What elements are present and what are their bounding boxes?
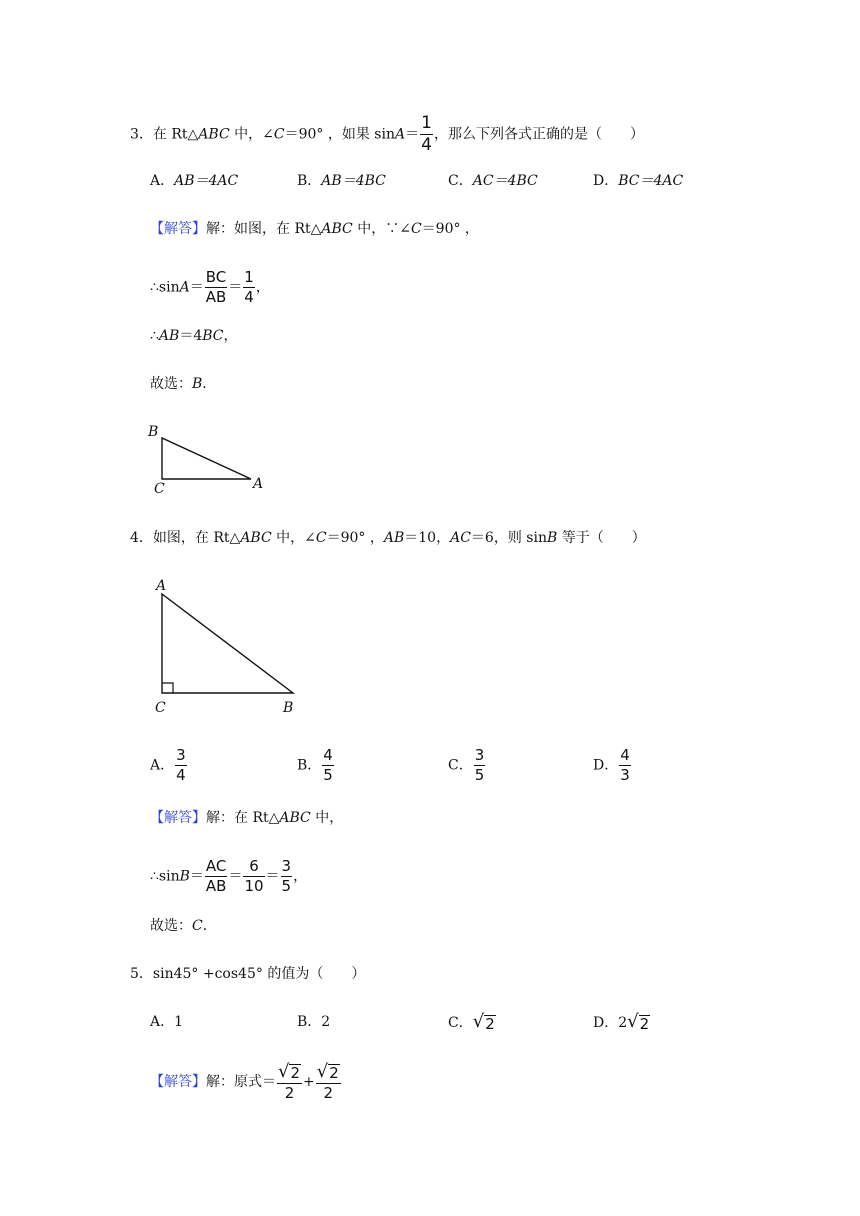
q3-cond: ＝90° ，如果 sin	[284, 126, 395, 143]
vertex-label-b: B	[148, 424, 159, 440]
answer-b: B	[179, 868, 190, 885]
frac-num: 1	[244, 268, 254, 286]
option-label: D．	[593, 1015, 619, 1031]
answer-tag: 【解答】	[150, 1074, 206, 1090]
answer-text: ，	[255, 279, 270, 296]
frac-num: AC	[205, 857, 227, 875]
q4-text: 中，∠	[271, 530, 316, 546]
option-text: AB＝4AC	[174, 173, 239, 189]
answer-eq: ＝	[228, 868, 243, 885]
option-label: C．	[448, 757, 473, 774]
q4-text: ＝90° ，	[326, 530, 384, 546]
q3-text-mid: 中，∠	[229, 126, 274, 143]
radicand: 2	[290, 1063, 301, 1082]
q3-frac-den: 4	[421, 135, 432, 155]
q4-answer-line1	[150, 808, 343, 828]
sqrt-expression: √ 2	[472, 1011, 495, 1033]
q4-number: 4．	[130, 530, 153, 546]
q4-ab: AB	[383, 530, 405, 546]
frac-num: 3	[474, 746, 485, 764]
answer-bc: BC	[202, 328, 224, 344]
answer-fraction	[243, 270, 255, 305]
q4-option-b	[297, 748, 335, 783]
answer-text: 故选：	[150, 918, 192, 934]
option-label: A．	[150, 757, 175, 774]
q3-triangle-figure	[140, 418, 280, 498]
answer-c: C	[410, 221, 422, 237]
answer-text: ＝4	[179, 328, 203, 344]
vertex-label-a: A	[156, 578, 167, 594]
q4-stem	[130, 528, 646, 548]
q5-stem	[130, 964, 365, 984]
answer-eq: ＝	[189, 279, 204, 296]
answer-text: ，	[223, 328, 238, 344]
q3-option-b	[297, 171, 386, 191]
option-fraction	[619, 748, 631, 783]
q3-frac-num: 1	[421, 113, 432, 133]
triangle-shape	[162, 438, 251, 479]
answer-tag: 【解答】	[150, 221, 206, 237]
frac-den: 2	[323, 1084, 334, 1102]
answer-choice: C	[192, 918, 203, 934]
plus-sign: +	[303, 1074, 315, 1090]
frac-num: BC	[205, 268, 227, 286]
answer-text: 中，	[310, 810, 344, 826]
frac-num: 4	[323, 746, 333, 764]
answer-text: ，	[293, 868, 308, 885]
answer-choice: B	[192, 376, 203, 392]
frac-num: 3	[281, 857, 292, 875]
answer-text: 解：如图，在 Rt△	[206, 221, 322, 237]
answer-abc: ABC	[321, 221, 353, 237]
answer-text: ∴	[150, 328, 159, 344]
frac-num: 4	[620, 746, 630, 764]
q4-text: ＝10，	[404, 530, 451, 546]
answer-fraction	[243, 859, 264, 894]
option-fraction	[474, 748, 486, 783]
q4-text: 等于（ ）	[557, 530, 646, 546]
option-label: A．	[150, 1014, 175, 1030]
q4-option-c	[448, 748, 486, 783]
frac-num: 6	[249, 857, 259, 875]
right-angle-marker	[162, 683, 173, 693]
frac-den: 3	[620, 766, 630, 784]
sqrt-expression: √ 2	[316, 1061, 339, 1082]
frac-den: 5	[474, 766, 485, 784]
q3-option-d	[593, 171, 683, 191]
option-text: BC＝4AC	[618, 173, 684, 189]
option-label: A．	[150, 173, 175, 189]
sqrt-expression: √ 2	[627, 1011, 650, 1033]
q3-answer-line4	[150, 374, 216, 394]
frac-den: 5	[323, 766, 333, 784]
answer-text: ∴sin	[150, 868, 180, 885]
answer-text: ＝90° ，	[421, 221, 479, 237]
q3-stem	[130, 115, 644, 154]
option-fraction	[175, 748, 187, 783]
radicand: 2	[485, 1014, 495, 1033]
answer-fraction	[205, 270, 228, 305]
q4-c: C	[315, 530, 327, 546]
answer-a: A	[179, 279, 190, 296]
option-text: 1	[174, 1014, 184, 1030]
answer-text: ．	[202, 918, 217, 934]
frac-den: AB	[205, 877, 227, 895]
q4-abc: ABC	[240, 530, 272, 546]
answer-eq: ＝	[189, 868, 204, 885]
radicand: 2	[329, 1063, 339, 1082]
answer-ab: AB	[158, 328, 180, 344]
frac-den: 4	[244, 288, 254, 306]
q3-answer-line3	[150, 326, 238, 346]
option-text: AB＝4BC	[321, 173, 386, 189]
q3-fraction	[420, 115, 433, 154]
vertex-label-c: C	[155, 700, 166, 716]
answer-text: 解：在 Rt△	[206, 810, 280, 826]
option-label: C．	[448, 1015, 473, 1031]
q3-answer-line1	[150, 219, 479, 239]
q4-triangle-figure	[145, 570, 315, 720]
frac-den: 2	[284, 1084, 295, 1102]
q5-answer-line1	[150, 1063, 342, 1101]
option-text: 2	[321, 1014, 331, 1030]
answer-eq: ＝	[228, 279, 243, 296]
q5-option-c	[448, 1012, 496, 1033]
q5-number: 5．	[130, 966, 153, 982]
coefficient: 2	[618, 1015, 628, 1031]
answer-text: ．	[202, 376, 217, 392]
frac-den: 5	[281, 877, 292, 895]
q5-text: sin45° +cos45° 的值为（ ）	[152, 966, 366, 982]
q4-text: ＝6，则 sin	[470, 530, 547, 546]
q5-option-d	[593, 1012, 650, 1033]
sqrt-expression: √ 2	[278, 1061, 301, 1082]
q3-text: 在 Rt△	[152, 126, 199, 143]
q3-post: ，那么下列各式正确的是（ ）	[433, 126, 644, 143]
radicand: 2	[639, 1014, 650, 1033]
answer-text: ∴sin	[150, 279, 180, 296]
answer-text: 解：原式＝	[206, 1074, 276, 1090]
q3-number: 3．	[130, 126, 153, 143]
answer-text: 故选：	[150, 376, 192, 392]
frac-den: AB	[205, 288, 227, 306]
q3-c: C	[273, 126, 285, 143]
q4-answer-line3	[150, 916, 217, 936]
q3-abc: ABC	[198, 126, 230, 143]
option-text: AC＝4BC	[472, 173, 538, 189]
q5-option-b	[297, 1012, 330, 1032]
vertex-label-b: B	[283, 700, 294, 716]
option-label: C．	[448, 173, 473, 189]
q3-answer-line2	[150, 270, 270, 305]
option-label: D．	[593, 173, 619, 189]
q4-option-d	[593, 748, 632, 783]
frac-den: 4	[176, 766, 186, 784]
vertex-label-c: C	[154, 481, 165, 497]
option-fraction	[322, 748, 334, 783]
option-label: B．	[297, 173, 322, 189]
q5-option-a	[150, 1012, 183, 1032]
answer-text: 中，∵∠	[352, 221, 411, 237]
answer-fraction	[281, 859, 293, 894]
answer-fraction	[277, 1063, 302, 1101]
answer-fraction	[205, 859, 228, 894]
answer-tag: 【解答】	[150, 810, 206, 826]
answer-fraction	[316, 1063, 341, 1101]
option-label: D．	[593, 757, 619, 774]
q4-answer-line2	[150, 859, 307, 894]
frac-num: 3	[176, 746, 186, 764]
q3-option-c	[448, 171, 538, 191]
answer-abc: ABC	[279, 810, 311, 826]
q3-eq: ＝	[405, 126, 420, 143]
q4-b: B	[546, 530, 558, 546]
q3-option-a	[150, 171, 238, 191]
option-label: B．	[297, 1014, 322, 1030]
frac-den: 10	[244, 877, 264, 895]
vertex-label-a: A	[253, 476, 264, 492]
q4-text: 如图，在 Rt△	[152, 530, 241, 546]
q4-ac: AC	[450, 530, 471, 546]
q4-option-a	[150, 748, 188, 783]
answer-eq: ＝	[265, 868, 280, 885]
option-label: B．	[297, 757, 322, 774]
triangle-shape	[162, 594, 293, 693]
q3-a: A	[395, 126, 406, 143]
